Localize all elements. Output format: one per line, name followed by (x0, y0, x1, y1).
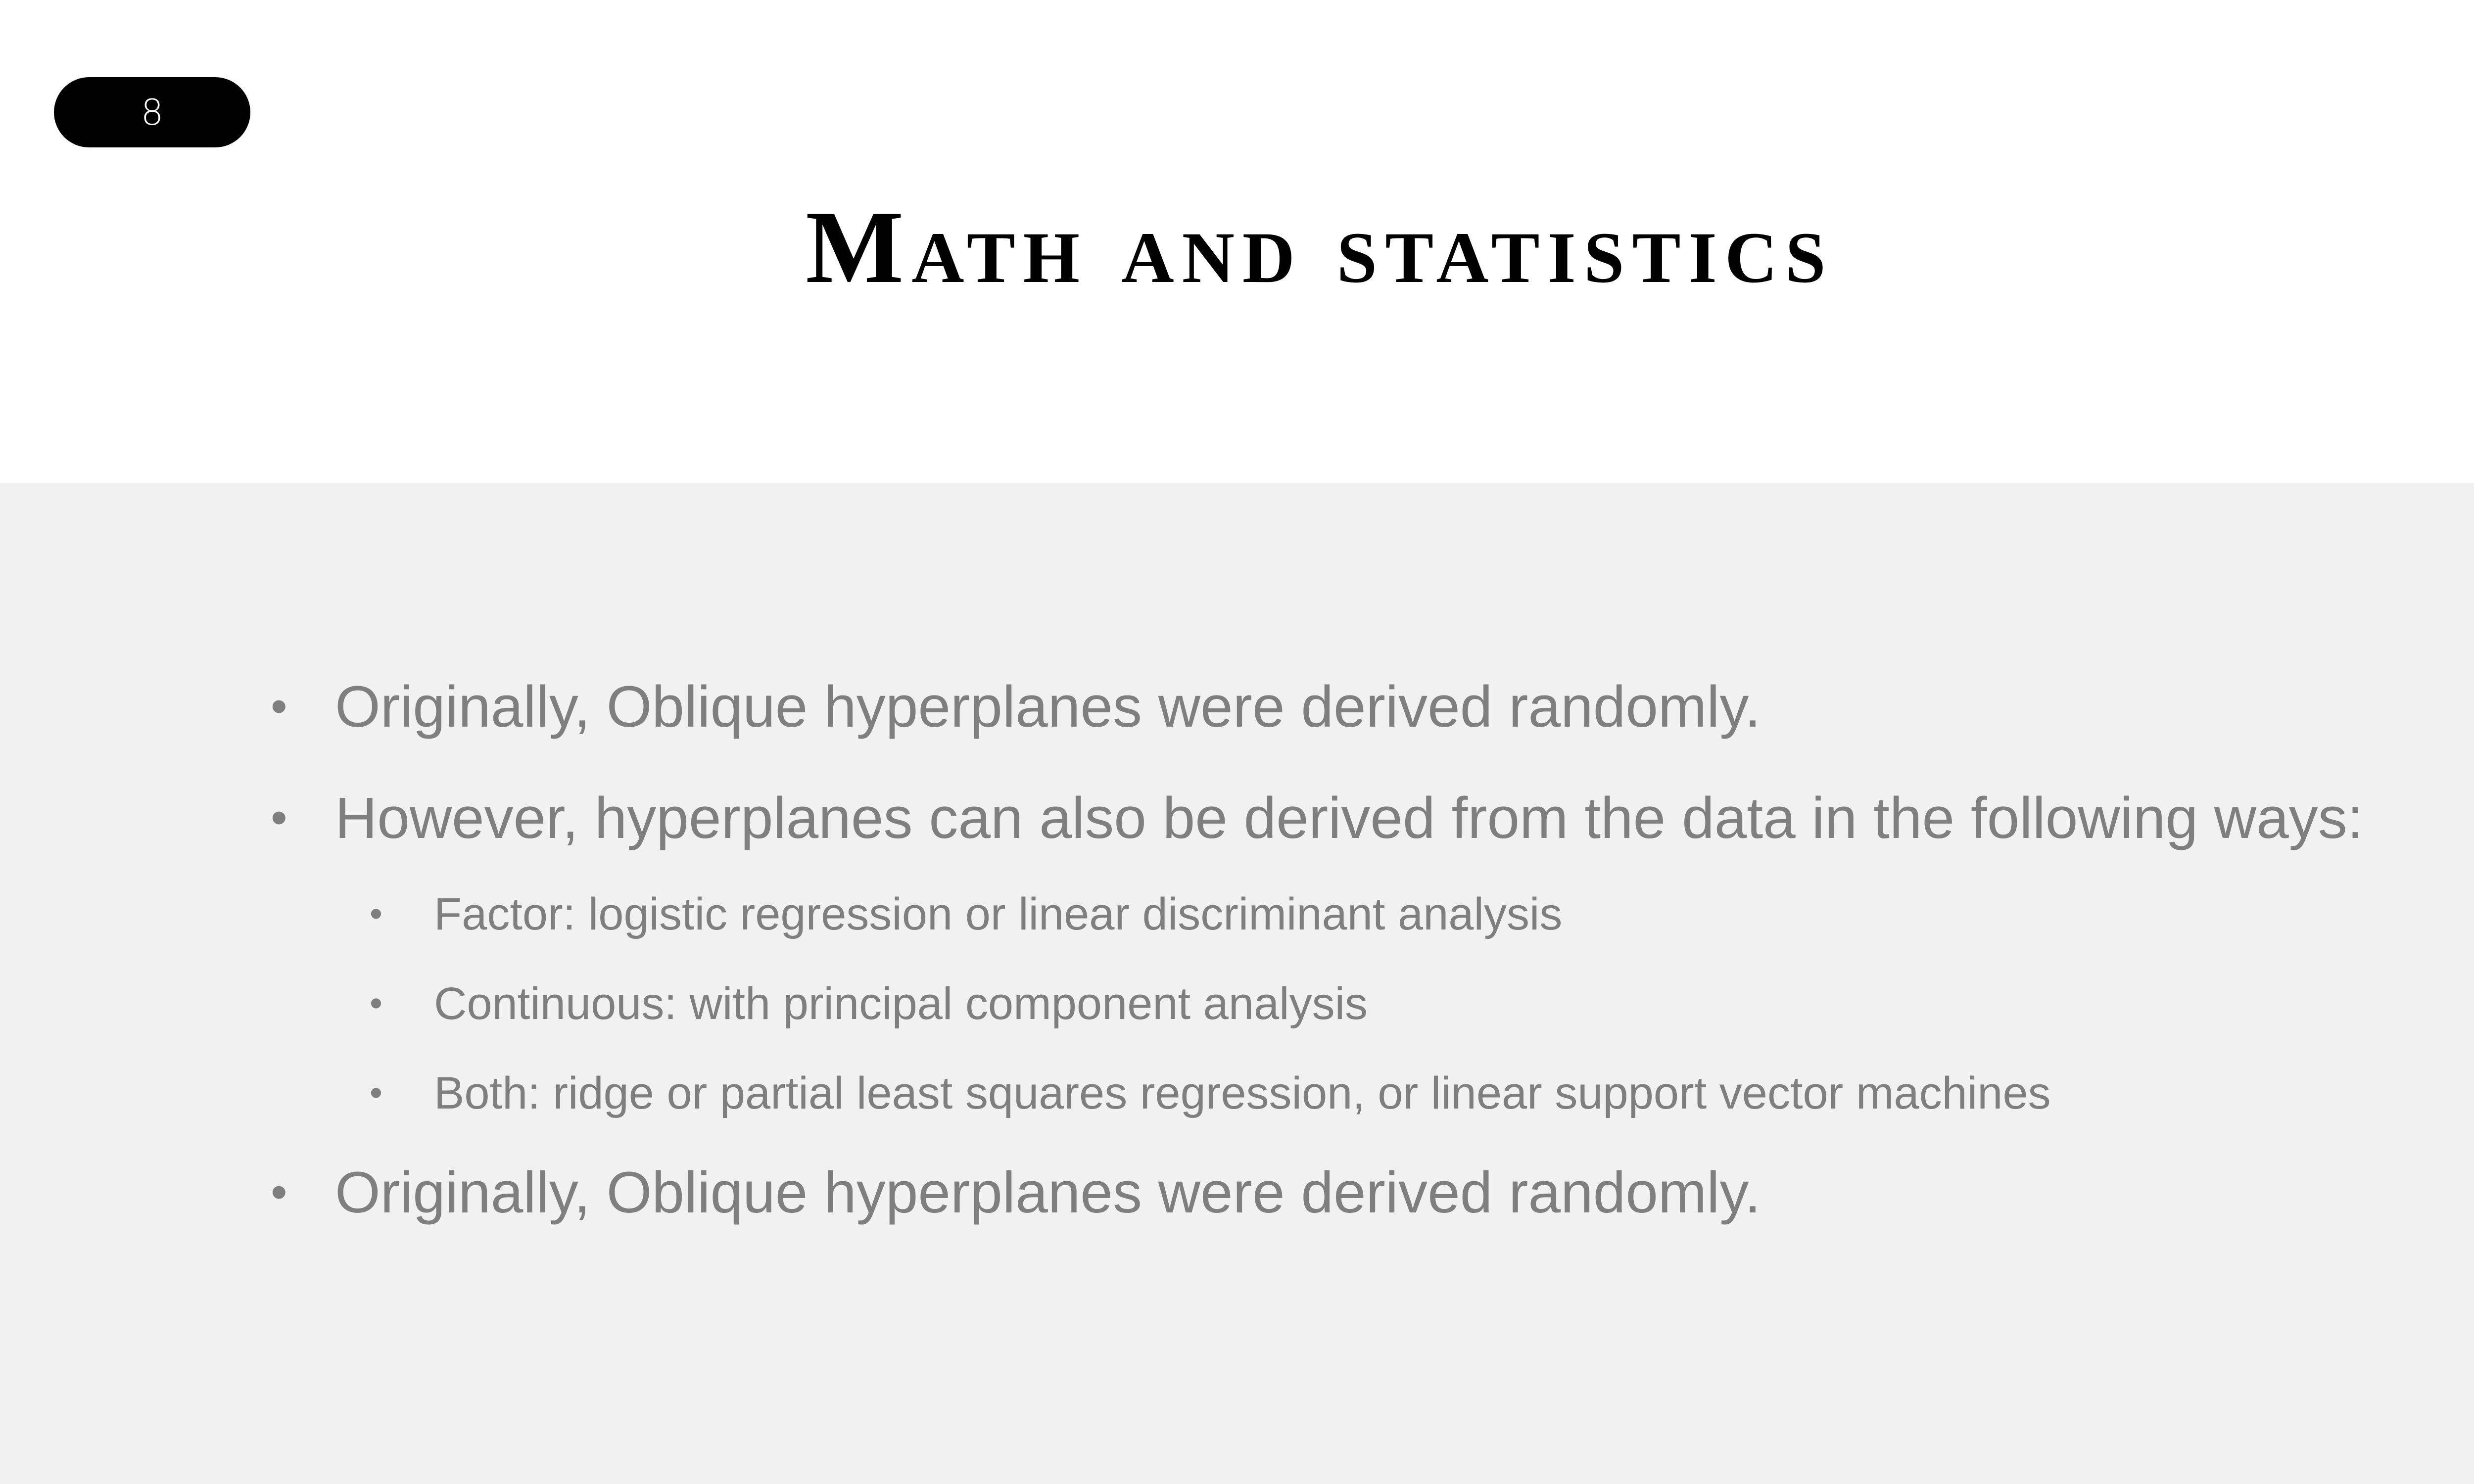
slide-header (0, 0, 2474, 483)
slide-title: Math and statistics (806, 190, 1834, 305)
bullet-dot-icon: • (370, 1072, 382, 1113)
slide-number: 8 (141, 92, 164, 133)
bullet-text: However, hyperplanes can also be derived from the data in the following ways: (335, 786, 2364, 851)
sub-bullet-item (370, 1068, 2051, 1118)
bullet-dot-icon: • (370, 893, 382, 934)
bullet-dot-icon: • (271, 791, 287, 844)
bullet-text: Continuous: with principal component analysis (434, 978, 1368, 1029)
bullet-dot-icon: • (370, 982, 382, 1023)
slide-number-badge (54, 77, 250, 147)
bullet-text: Originally, Oblique hyperplanes were derived randomly. (335, 1160, 1761, 1225)
bullet-item (271, 1160, 1761, 1225)
bullet-dot-icon: • (271, 1165, 287, 1218)
bullet-text: Both: ridge or partial least squares regression, or linear support vector machines (434, 1068, 2051, 1118)
bullet-text: Factor: logistic regression or linear discriminant analysis (434, 889, 1563, 939)
slide-content (0, 483, 2474, 1484)
sub-bullet-item (370, 889, 1563, 939)
sub-bullet-item (370, 978, 1368, 1029)
bullet-dot-icon: • (271, 680, 287, 733)
bullet-item (271, 786, 2364, 851)
bullet-item (271, 674, 1761, 740)
bullet-text: Originally, Oblique hyperplanes were derived randomly. (335, 674, 1761, 740)
